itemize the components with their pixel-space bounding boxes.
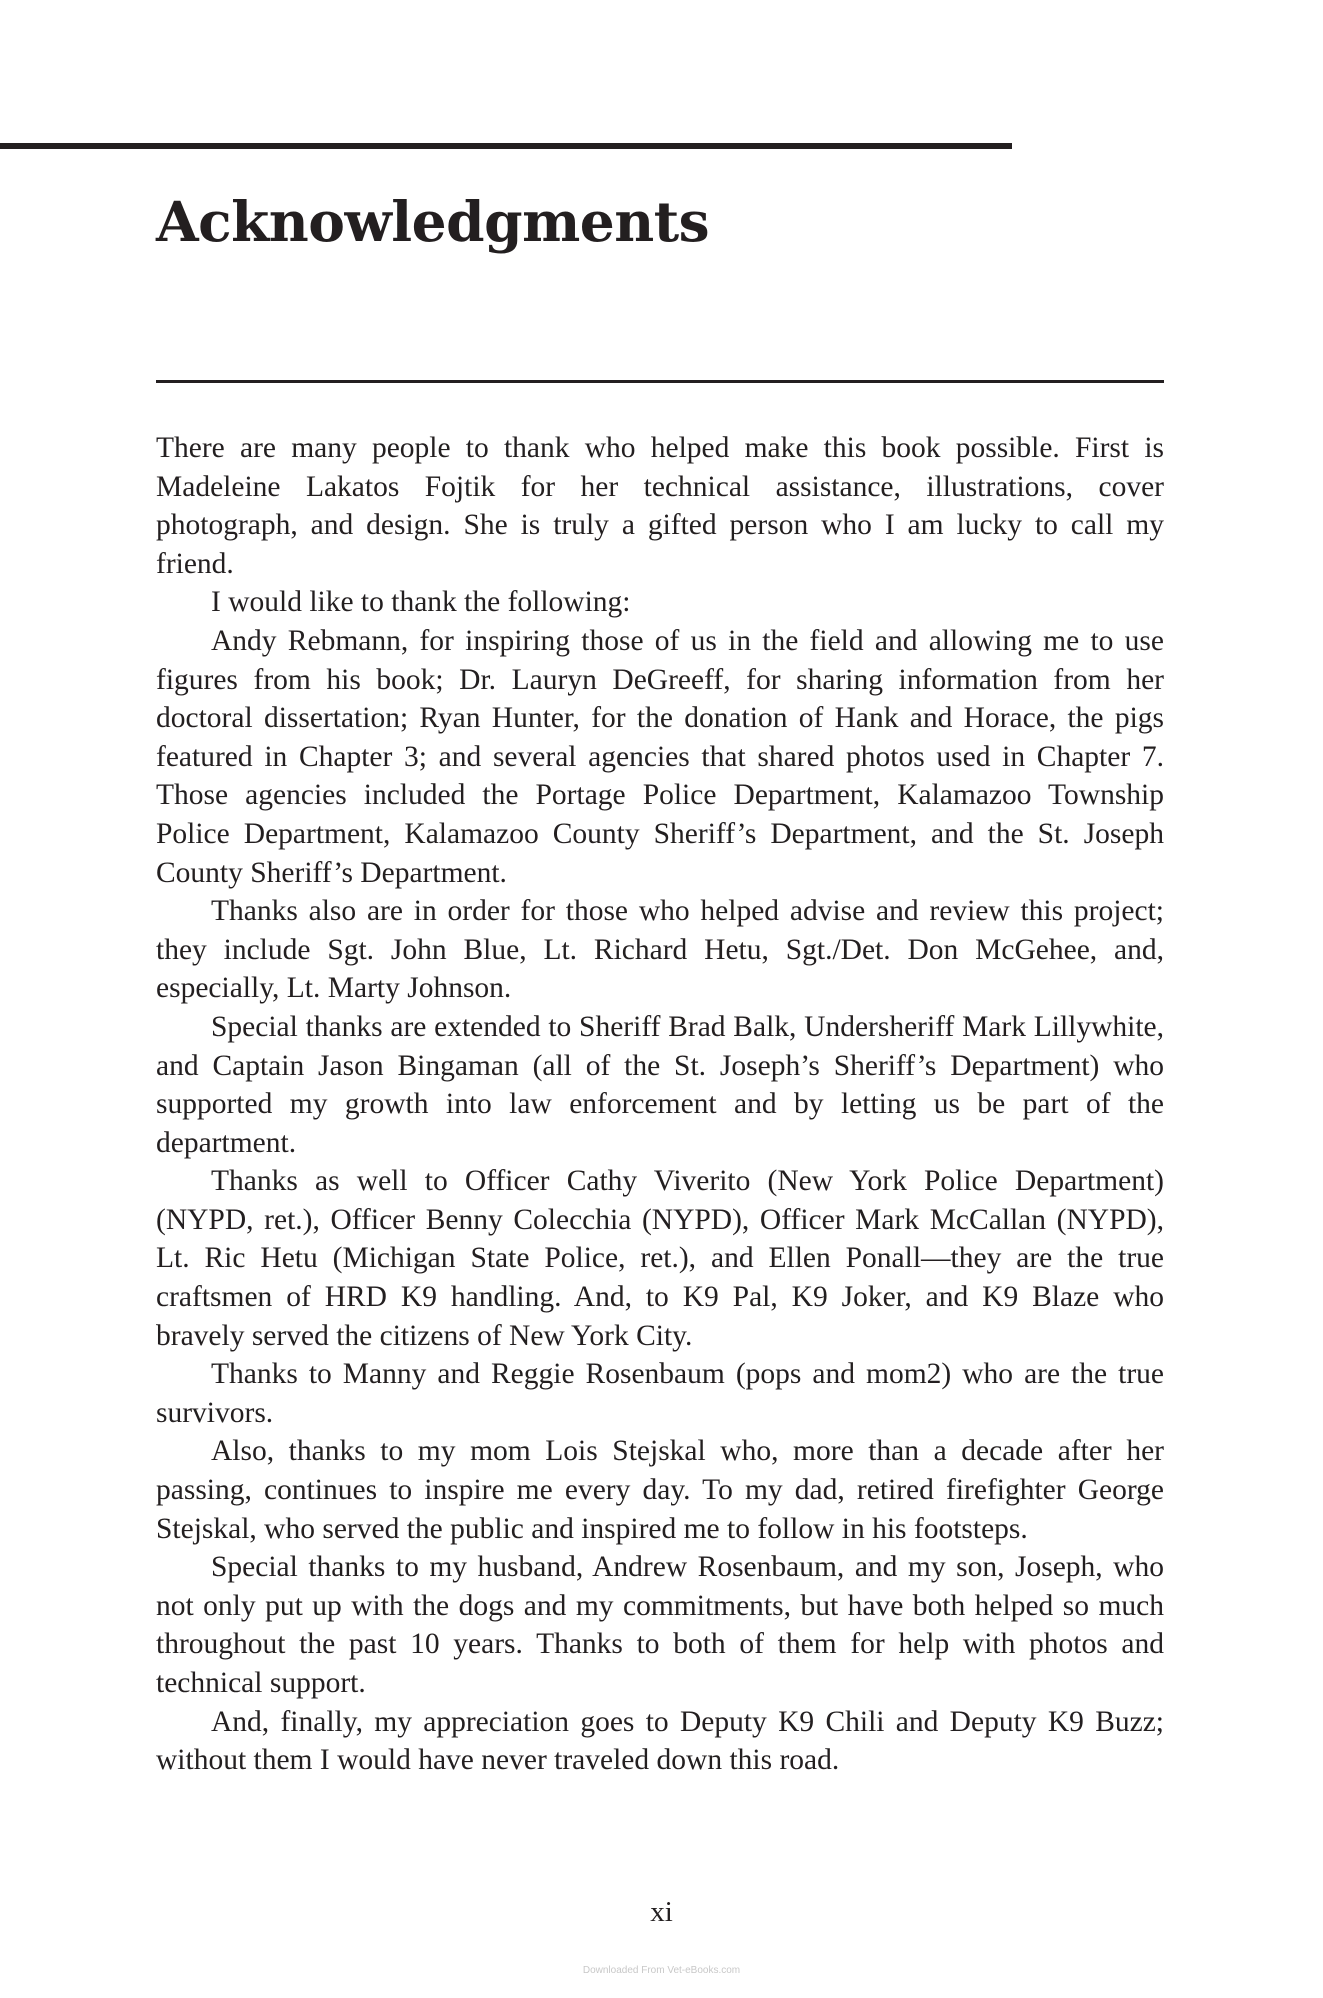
paragraph: Thanks also are in order for those who helped advise and review this project; they include Sgt. John Blue, Lt. Richard Hetu, Sgt./Det. Don McGehee, and, especially, Lt. Marty Johnson.	[156, 895, 1164, 1005]
body-text	[156, 429, 1164, 1780]
paragraph: Thanks as well to Officer Cathy Viverito (New York Police Department) (NYPD, ret.), Officer Benny Colecchia (NYPD), Officer Mark McCallan (NYPD), Lt. Ric Hetu (Michigan State Police, ret.), and Ellen Ponall—they are the true craftsmen of HRD K9 handling. And, to K9 Pal, K9 Joker, and K9 Blaze who bravely served the citizens of New York City.	[156, 1165, 1164, 1352]
title-rule	[156, 380, 1164, 383]
paragraph: Special thanks are extended to Sheriff Brad Balk, Undersheriff Mark Lillywhite, and Captain Jason Bingaman (all of the St. Joseph’s Sheriff’s Department) who supported my growth into law enforcement and by letting us be part of the department.	[156, 1010, 1164, 1159]
paragraph: Special thanks to my husband, Andrew Rosenbaum, and my son, Joseph, who not only put up with the dogs and my commitments, but have both helped so much throughout the past 10 years. Thanks to both of them for help with photos and technical support.	[156, 1551, 1164, 1699]
top-rule	[0, 143, 1012, 149]
paragraph: Andy Rebmann, for inspiring those of us in the field and allowing me to use figures from his book; Dr. Lauryn DeGreeff, for sharing information from her doctoral dissertation; Ryan Hunter, for the donation of Hank and Horace, the pigs featured in Chapter 3; and several agencies that shared photos used in Chapter 7. Those agencies included the Portage Police Department, Kalamazoo Township Police Department, Kalamazoo County Sheriff’s Department, and the St. Joseph County Sheriff’s Department.	[156, 624, 1164, 889]
page-number: xi	[650, 1896, 673, 1928]
paragraph-intro: There are many people to thank who helped make this book possible. First is Madeleine Lakatos Fojtik for her technical assistance, illustrations, cover photograph, and design. She is truly a gifted person who I am lucky to call my friend.	[156, 432, 1164, 580]
download-footer-note: Downloaded From Vet-eBooks.com	[582, 1965, 741, 1976]
paragraph: Thanks to Manny and Reggie Rosenbaum (pops and mom2) who are the true survivors.	[156, 1358, 1164, 1429]
chapter-title: Acknowledgments	[156, 189, 710, 254]
paragraph: I would like to thank the following:	[211, 586, 631, 619]
paragraph: And, finally, my appreciation goes to Deputy K9 Chili and Deputy K9 Buzz; without them I would have never traveled down this road.	[156, 1705, 1164, 1777]
paragraph: Also, thanks to my mom Lois Stejskal who, more than a decade after her passing, continues to inspire me every day. To my dad, retired firefighter George Stejskal, who served the public and inspired me to follow in his footsteps.	[156, 1435, 1164, 1545]
